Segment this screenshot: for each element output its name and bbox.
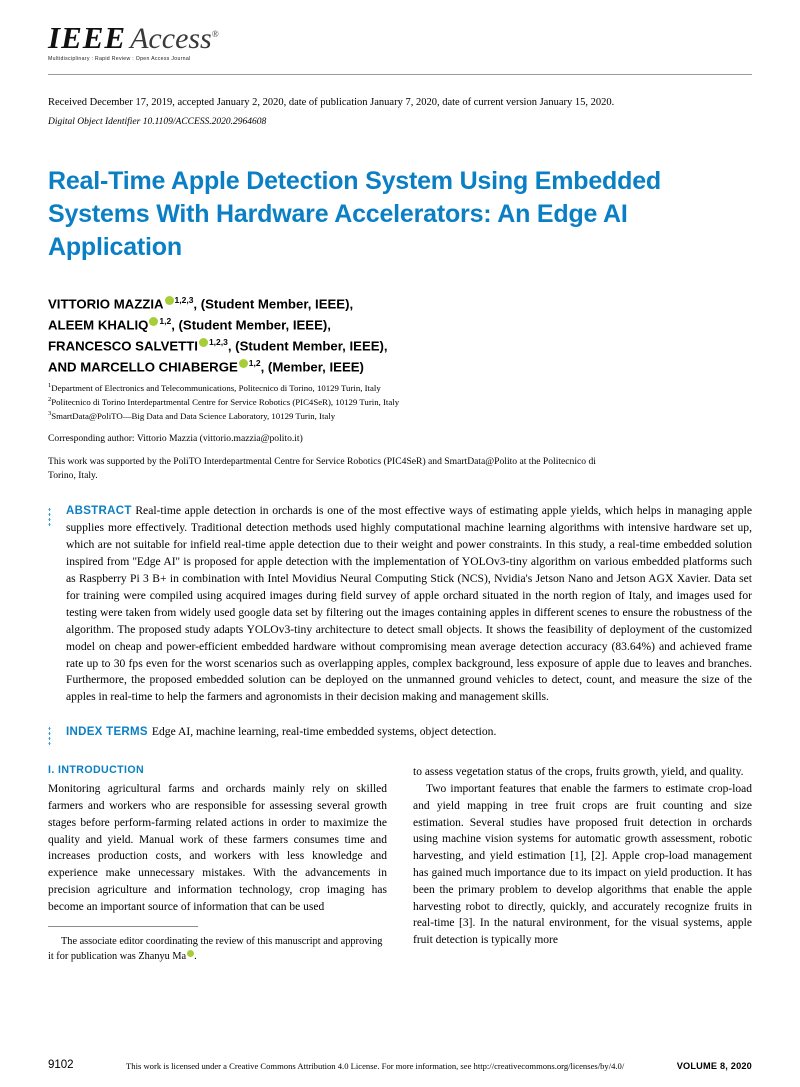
ieee-wordmark: IEEE xyxy=(48,20,127,55)
affiliation-item: $^3$SmartData@PoliTO—Big Data and Data Science Laboratory, 10129 Turin, Italy xyxy=(48,409,336,421)
affiliation-list xyxy=(48,381,752,422)
author-membership: , (Student Member, IEEE), xyxy=(227,338,388,354)
dotted-bar-icon xyxy=(48,726,51,746)
affiliation-item: $^1$Department of Electronics and Telecommunications, Politecnico di Torino, 10129 Turin, Italy xyxy=(48,382,381,394)
dotted-bar-icon xyxy=(48,507,51,527)
orcid-icon[interactable] xyxy=(165,296,174,305)
author-name: ALEEM KHALIQ xyxy=(48,317,149,333)
author-name: AND MARCELLO CHIABERGE xyxy=(48,358,238,374)
author-entry xyxy=(48,357,752,378)
editor-note-text: The associate editor coordinating the review of this manuscript and approving it for publication was Zhanyu Ma xyxy=(48,935,383,963)
affiliation-item: $^2$Politecnico di Torino Interdepartmental Centre for Service Robotics (PIC4SeR), 10129 Turin, Italy xyxy=(48,396,400,407)
author-affiliation-marker: 1,2,3 xyxy=(208,336,228,347)
index-terms-body: Edge AI, machine learning, real-time embedded systems, object detection. xyxy=(151,725,497,739)
author-membership: , (Student Member, IEEE), xyxy=(193,296,354,312)
author-affiliation-marker: 1,2,3 xyxy=(174,295,194,305)
license-statement: This work is licensed under a Creative Commons Attribution 4.0 License. For more information, see http://creativecommons.org/licenses/by/4.0/ xyxy=(126,1061,625,1071)
index-terms-block xyxy=(66,722,752,740)
paper-title: Real-Time Apple Detection System Using Embedded Systems With Hardware Accelerators: An Edge AI Application xyxy=(48,167,661,261)
orcid-icon[interactable] xyxy=(199,338,208,347)
paragraph: Two important features that enable the farmers to estimate crop-load and yield mapping in tree fruit crops are fruit counting and size estimation. Several studies have proposed fruit detection in orchards using machine vision systems for automatic growth assessment, robotic harvesting, and yield estimation [1], [2]. Apple crop-load management has gained much importance due to its impact on yield production. It has been the primary problem to develop algorithms that enable the apple harvesting robot to directly, quickly, and accurately recognize fruits in real-time [3]. In the natural environment, for the visual systems, apple fruit detection is typically more xyxy=(413,783,752,947)
author-affiliation-marker: 1,2 xyxy=(248,357,261,368)
body-columns xyxy=(48,764,752,965)
author-entry xyxy=(48,336,752,357)
received-dates-line: Received December 17, 2019, accepted January 2, 2020, date of publication January 7, 2020, date of current version January 15, 2020. xyxy=(48,97,615,108)
ieee-access-logo xyxy=(48,22,752,53)
journal-tagline: Multidisciplinary : Rapid Review : Open Access Journal xyxy=(48,56,191,62)
author-name: VITTORIO MAZZIA xyxy=(48,296,164,312)
author-membership: , (Member, IEEE) xyxy=(260,358,364,374)
index-terms-heading: INDEX TERMS xyxy=(66,726,148,739)
abstract-text-block xyxy=(66,503,752,706)
masthead-divider xyxy=(48,74,752,75)
associate-editor-note xyxy=(48,934,387,966)
access-wordmark: Access® xyxy=(130,22,219,55)
editor-note-divider xyxy=(48,926,198,927)
orcid-icon[interactable] xyxy=(239,359,248,368)
section-heading-introduction: I. INTRODUCTION xyxy=(48,764,145,777)
editor-note-period: . xyxy=(194,951,197,963)
page-footer xyxy=(48,1059,752,1071)
author-list xyxy=(48,294,752,377)
right-column xyxy=(413,764,752,965)
paragraph: to assess vegetation status of the crops, fruits growth, yield, and quality. xyxy=(413,766,744,779)
orcid-icon[interactable] xyxy=(149,317,158,326)
corresponding-author: Corresponding author: Vittorio Mazzia (vittorio.mazzia@polito.it) xyxy=(48,433,303,445)
author-entry xyxy=(48,294,752,315)
left-column xyxy=(48,764,387,965)
page-number: 9102 xyxy=(48,1059,74,1071)
abstract-body: Real-time apple detection in orchards is one of the most effective ways of estimating apple yields, which helps in managing apple supplies more effectively. Traditional detection methods used highly computational machine learning algorithms with intensive hardware set up, which are not suitable for infield real-time apple detection due to their weight and power constraints. In this study, a real-time embedded solution inspired from ''Edge AI'' is proposed for apple detection with the implementation of YOLOv3-tiny algorithm on various embedded platforms such as Raspberry Pi 3 B+ in combination with Intel Movidius Neural Computing Stick (NCS), Nvidia's Jetson Nano and Jetson AGX Xavier. Data set for training were compiled using acquired images during field survey of apple orchard situated in the north region of Italy, and images used for testing were taken from widely used google data set by filtering out the images containing apples in different scenes to ensure the robustness of the algorithm. The proposed study adapts YOLOv3-tiny architecture to detect small objects. It shows the feasibility of deployment of the customized model on cheap and power-efficient embedded hardware without compromising mean average detection accuracy (83.64%) and achieved frame rate up to 30 fps even for the worst scenarios such as overlapping apples, complex background, less exposure of apple due to leaves and branches. Furthermore, the proposed embedded solution can be deployed on the unmanned ground vehicles to detect, count, and measure the size of the apples in real-time to help the farmers and agronomists in their decision making and management skills. xyxy=(66,504,752,704)
abstract-heading: ABSTRACT xyxy=(66,505,132,518)
author-membership: , (Student Member, IEEE), xyxy=(171,317,331,333)
author-affiliation-marker: 1,2 xyxy=(159,315,172,326)
abstract-section xyxy=(48,503,752,706)
index-terms-section xyxy=(48,722,752,740)
paragraph: Monitoring agricultural farms and orchards mainly rely on skilled farmers and workers who are responsible for assessing several growth stages before perform-farming related actions in order to maximize the quality and yield. Manual work of these farmers consumes time and increases production costs, and workers with less knowledge and experience make unnecessary mistakes. With the advancements in precision agriculture and information technology, crop imaging has become an important source of information that can be used xyxy=(48,783,387,913)
journal-masthead xyxy=(48,0,752,81)
doi-line: Digital Object Identifier 10.1109/ACCESS.2020.2964608 xyxy=(48,117,267,127)
author-name: FRANCESCO SALVETTI xyxy=(48,338,198,354)
volume-label: VOLUME 8, 2020 xyxy=(676,1061,752,1071)
funding-statement: This work was supported by the PoliTO Interdepartmental Centre for Service Robotics (PIC4SeR) and SmartData@Polito at the Politecnico di Torino, Italy. xyxy=(48,456,596,482)
author-entry xyxy=(48,315,752,336)
